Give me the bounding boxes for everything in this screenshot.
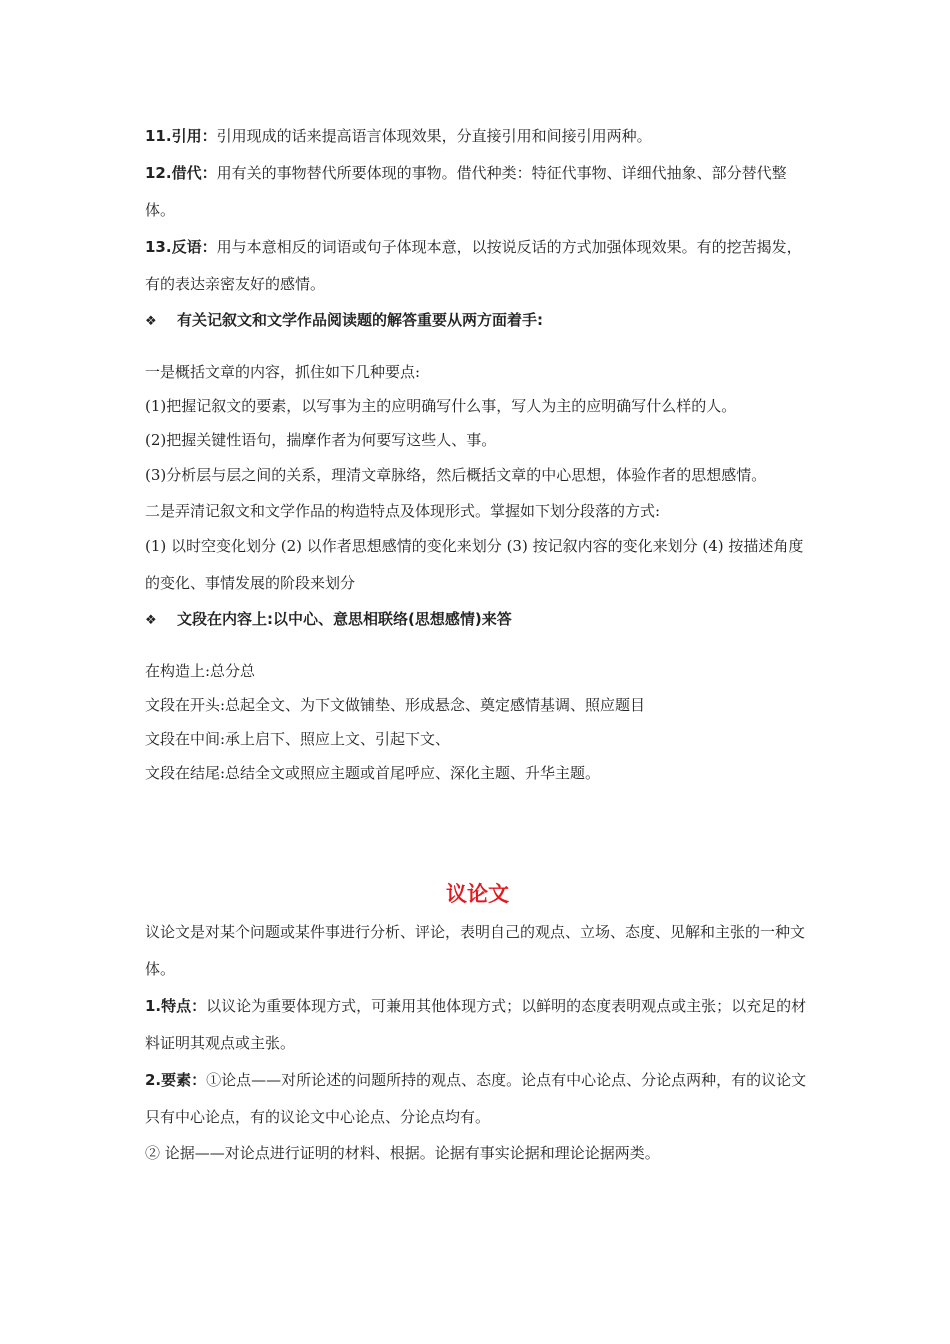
heading-text: 文段在内容上:以中心、意思相联络(思想感情)来答: [177, 610, 512, 628]
section-title: 议论文: [446, 882, 509, 906]
text-line: 一是概括文章的内容，抓住如下几种要点:: [145, 363, 421, 381]
paragraph-features: [145, 988, 810, 1062]
document-body: [145, 118, 810, 1170]
text-line: 文段在中间:承上启下、照应上文、引起下文、: [145, 730, 451, 748]
text-line: (3)分析层与层之间的关系，理清文章脉络，然后概括文章的中心思想，体验作者的思想感情。: [145, 466, 767, 484]
paragraph-item-11: [145, 118, 810, 155]
diamond-bullet-icon: ❖: [145, 314, 157, 329]
paragraph-elements: [145, 1062, 810, 1136]
term-label: 2.要素：: [145, 1071, 207, 1089]
text-line: (1) 以时空变化划分 (2) 以作者思想感情的变化来划分 (3) 按记叙内容的变化来划分 (4) 按描述角度的变化、事情发展的阶段来划分: [145, 537, 804, 592]
text-line: (1)把握记叙文的要素，以写事为主的应明确写什么事，写人为主的应明确写什么样的人。: [145, 397, 737, 415]
paragraph-item-13: [145, 229, 810, 303]
text-line: 在构造上:总分总: [145, 662, 256, 680]
text-line: 文段在结尾:总结全文或照应主题或首尾呼应、深化主题、升华主题。: [145, 764, 601, 782]
heading-text: 有关记叙文和文学作品阅读题的解答重要从两方面着手:: [177, 311, 544, 329]
term-text: 引用现成的话来提高语言体现效果，分直接引用和间接引用两种。: [216, 127, 652, 145]
term-label: 13.反语：: [145, 238, 217, 256]
diamond-bullet-icon: ❖: [145, 613, 157, 628]
term-text: ①论点——对所论述的问题所持的观点、态度。论点有中心论点、分论点两种，有的议论文只有中心论点，有的议论文中心论点、分论点均有。: [145, 1071, 807, 1126]
term-text: 用与本意相反的词语或句子体现本意，以按说反话的方式加强体现效果。有的挖苦揭发，有的表达亲密友好的感情。: [145, 238, 802, 293]
term-label: 11.引用：: [145, 127, 217, 145]
paragraph-item-12: [145, 155, 810, 229]
term-label: 1.特点：: [145, 997, 207, 1015]
text-line: 文段在开头:总起全文、为下文做铺垫、形成悬念、奠定感情基调、照应题目: [145, 696, 646, 714]
term-text: 以议论为重要体现方式，可兼用其他体现方式；以鲜明的态度表明观点或主张；以充足的材料证明其观点或主张。: [145, 997, 807, 1052]
text-line: ② 论据——对论点进行证明的材料、根据。论据有事实论据和理论论据两类。: [145, 1144, 660, 1162]
term-label: 12.借代：: [145, 164, 217, 182]
intro-paragraph: 议论文是对某个问题或某件事进行分析、评论，表明自己的观点、立场、态度、见解和主张的一种文体。: [145, 923, 806, 978]
text-line: 二是弄清记叙文和文学作品的构造特点及体现形式。掌握如下划分段落的方式:: [145, 502, 661, 520]
section-heading-narrative: [145, 303, 810, 339]
text-line: (2)把握关键性语句，揣摩作者为何要写这些人、事。: [145, 431, 497, 449]
section-heading-paragraph: [145, 602, 810, 638]
term-text: 用有关的事物替代所要体现的事物。借代种类：特征代事物、详细代抽象、部分替代整体。: [145, 164, 787, 219]
